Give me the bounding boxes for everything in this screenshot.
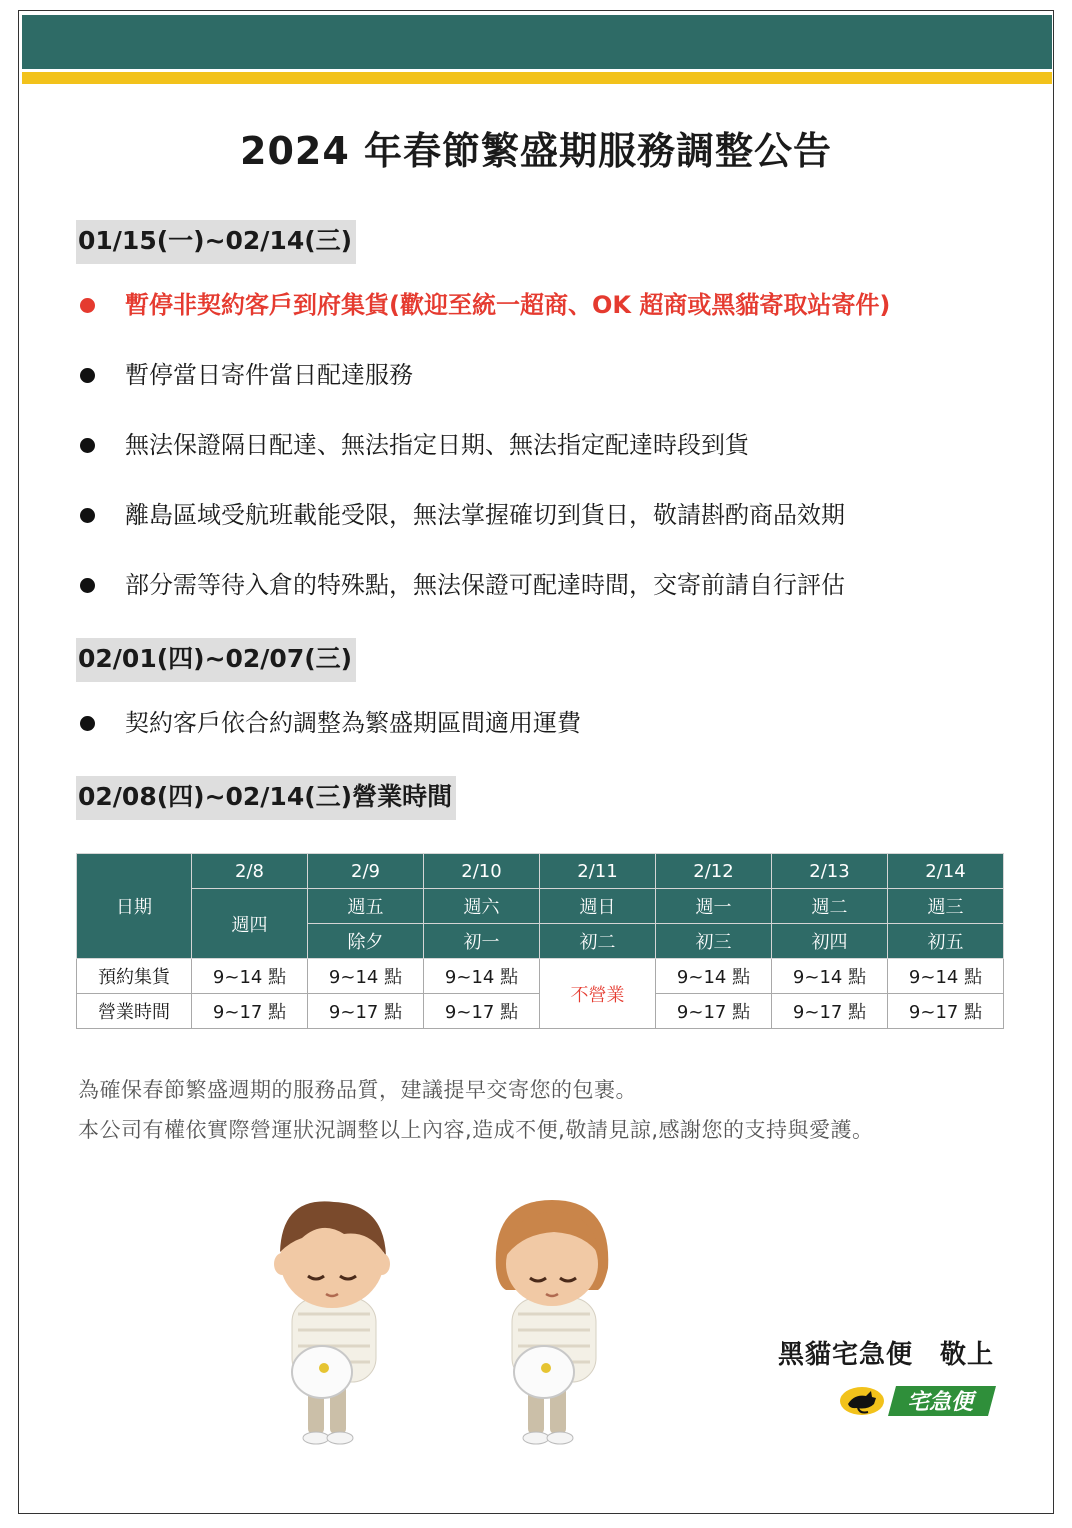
notice-item-red [78, 288, 890, 322]
date-cell: 2/13 [772, 854, 888, 889]
bowing-boy-illustration [262, 1190, 402, 1450]
lunar-cell: 除夕 [308, 924, 424, 959]
note-line-2: 本公司有權依實際營運狀況調整以上內容,造成不便,敬請見諒,感謝您的支持與愛護。 [78, 1118, 874, 1142]
bullet-icon [80, 578, 95, 593]
table-cell: 9~14 點 [308, 959, 424, 994]
date-cell: 2/10 [424, 854, 540, 889]
weekday-cell: 週日 [540, 889, 656, 924]
date-cell: 2/14 [888, 854, 1004, 889]
section-heading-2: 02/01(四)~02/07(三) [76, 638, 356, 682]
schedule-table [76, 853, 1004, 1029]
weekday-cell: 週五 [308, 889, 424, 924]
table-row [77, 959, 1004, 994]
notice-item [78, 358, 413, 392]
notice-item [78, 498, 845, 532]
accent-band [22, 72, 1052, 84]
row-label: 預約集貨 [77, 959, 192, 994]
corner-header: 日期 [77, 854, 192, 959]
weekday-cell: 週六 [424, 889, 540, 924]
bullet-icon [80, 438, 95, 453]
weekday-cell: 週三 [888, 889, 1004, 924]
table-row-dates [77, 854, 1004, 889]
bullet-icon [80, 716, 95, 731]
black-cat-logo-icon [840, 1387, 884, 1415]
section-heading-1: 01/15(一)~02/14(三) [76, 220, 356, 264]
date-cell: 2/11 [540, 854, 656, 889]
table-cell: 9~14 點 [424, 959, 540, 994]
table-cell: 9~17 點 [656, 994, 772, 1029]
notice-text: 暫停非契約客戶到府集貨(歡迎至統一超商、OK 超商或黑貓寄取站寄件) [125, 291, 891, 319]
lunar-cell: 初一 [424, 924, 540, 959]
date-cell: 2/9 [308, 854, 424, 889]
weekday-cell: 週二 [772, 889, 888, 924]
section-heading-3: 02/08(四)~02/14(三)營業時間 [76, 776, 456, 820]
notice-text: 暫停當日寄件當日配達服務 [125, 361, 413, 389]
table-cell: 9~17 點 [888, 994, 1004, 1029]
notice-item [78, 706, 581, 740]
notice-item [78, 568, 845, 602]
lunar-cell: 初二 [540, 924, 656, 959]
bullet-icon [80, 368, 95, 383]
row-label: 營業時間 [77, 994, 192, 1029]
page-title: 2024 年春節繁盛期服務調整公告 [240, 129, 832, 173]
logo-text: 宅急便 [906, 1390, 974, 1415]
header-band [22, 15, 1052, 69]
table-cell: 9~14 點 [772, 959, 888, 994]
lunar-cell: 初三 [656, 924, 772, 959]
bowing-girl-illustration [482, 1190, 622, 1450]
table-cell: 9~17 點 [308, 994, 424, 1029]
date-cell: 2/12 [656, 854, 772, 889]
table-cell: 9~17 點 [424, 994, 540, 1029]
bullet-icon [80, 298, 95, 313]
date-cell: 2/8 [192, 854, 308, 889]
signature: 黑貓宅急便 敬上 [778, 1340, 995, 1370]
notice-item [78, 428, 749, 462]
weekday-cell: 週四 [192, 889, 308, 959]
table-cell: 9~14 點 [888, 959, 1004, 994]
notice-text: 部分需等待入倉的特殊點，無法保證可配達時間，交寄前請自行評估 [125, 571, 845, 599]
weekday-cell: 週一 [656, 889, 772, 924]
table-cell: 9~14 點 [192, 959, 308, 994]
bullet-icon [80, 508, 95, 523]
takkyubin-logo [838, 1384, 998, 1418]
notice-text: 離島區域受航班載能受限，無法掌握確切到貨日，敬請斟酌商品效期 [125, 501, 845, 529]
lunar-cell: 初四 [772, 924, 888, 959]
closed-cell: 不營業 [540, 959, 656, 1029]
notice-text: 無法保證隔日配達、無法指定日期、無法指定配達時段到貨 [125, 431, 749, 459]
note-line-1: 為確保春節繁盛週期的服務品質，建議提早交寄您的包裹。 [78, 1078, 637, 1102]
table-cell: 9~17 點 [772, 994, 888, 1029]
notice-text: 契約客戶依合約調整為繁盛期區間適用運費 [125, 709, 581, 737]
table-cell: 9~14 點 [656, 959, 772, 994]
lunar-cell: 初五 [888, 924, 1004, 959]
table-row-weekdays [77, 889, 1004, 924]
table-cell: 9~17 點 [192, 994, 308, 1029]
